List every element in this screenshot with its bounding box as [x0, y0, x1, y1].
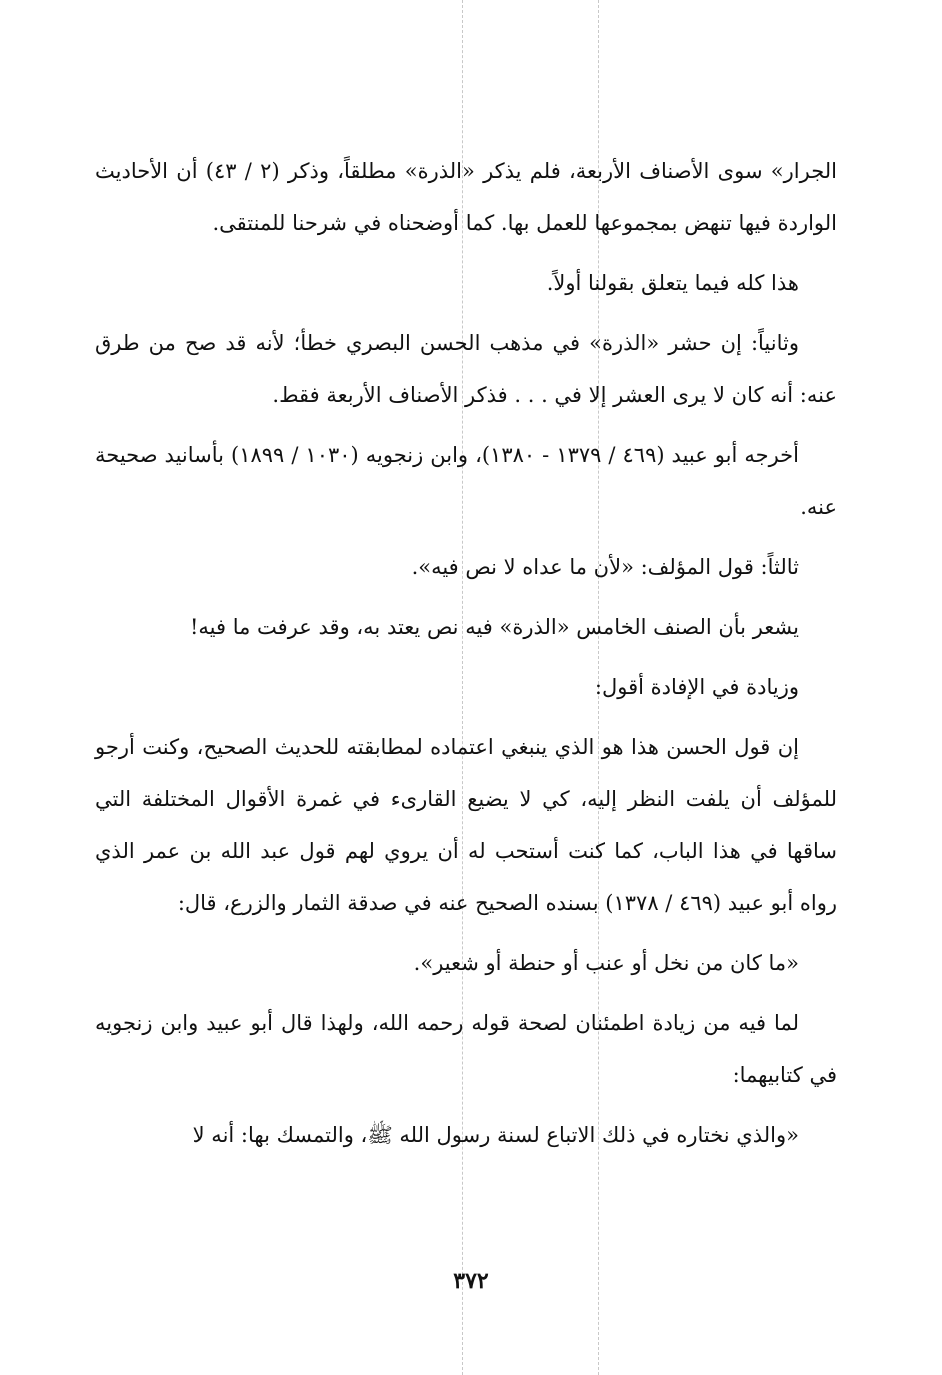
paragraph-4: أخرجه أبو عبيد (٤٦٩ / ١٣٧٩ - ١٣٨٠)، وابن زنجويه (١٠٣٠ / ١٨٩٩) بأسانيد صحيحة عنه. — [95, 443, 837, 519]
paragraph-2: هذا كله فيما يتعلق بقولنا أولاً. — [546, 271, 799, 295]
paragraph-3: وثانياً: إن حشر «الذرة» في مذهب الحسن البصري خطأ؛ لأنه قد صح من طرق عنه: أنه كان لا يرى العشر إلا في . . . فذكر الأصناف الأربعة فقط. — [95, 331, 837, 407]
paragraph-9: «ما كان من نخل أو عنب أو حنطة أو شعير». — [413, 951, 799, 975]
paragraph-7: وزيادة في الإفادة أقول: — [594, 675, 799, 699]
paragraph-5: ثالثاً: قول المؤلف: «لأن ما عداه لا نص فيه». — [411, 555, 799, 579]
page-number: ٣٧٢ — [453, 1268, 489, 1294]
paragraph-10: لما فيه من زيادة اطمئنان لصحة قوله رحمه الله، ولهذا قال أبو عبيد وابن زنجويه في كتابيهما: — [95, 1011, 837, 1087]
paragraph-8: إن قول الحسن هذا هو الذي ينبغي اعتماده لمطابقته للحديث الصحيح، وكنت أرجو للمؤلف أن يلفت النظر إليه، كي لا يضيع القارىء في غمرة الأقوال المختلفة التي ساقها في هذا الباب، كما كنت أستحب له أن يروي لهم قول عبد الله بن عمر الذي رواه أبو عبيد (٤٦٩ / ١٣٧٨) بسنده الصحيح عنه في صدقة الثمار والزرع، قال: — [95, 735, 837, 915]
paragraph-1: الجرار» سوى الأصناف الأربعة، فلم يذكر «الذرة» مطلقاً، وذكر (٢ / ٤٣) أن الأحاديث الواردة فيها تنهض بمجموعها للعمل بها. كما أوضحناه في شرحنا للمنتقى. — [95, 159, 837, 235]
body-text — [95, 145, 837, 1169]
paragraph-11: «والذي نختاره في ذلك الاتباع لسنة رسول الله ﷺ، والتمسك بها: أنه لا — [192, 1123, 799, 1147]
paragraph-6: يشعر بأن الصنف الخامس «الذرة» فيه نص يعتد به، وقد عرفت ما فيه! — [189, 615, 799, 639]
